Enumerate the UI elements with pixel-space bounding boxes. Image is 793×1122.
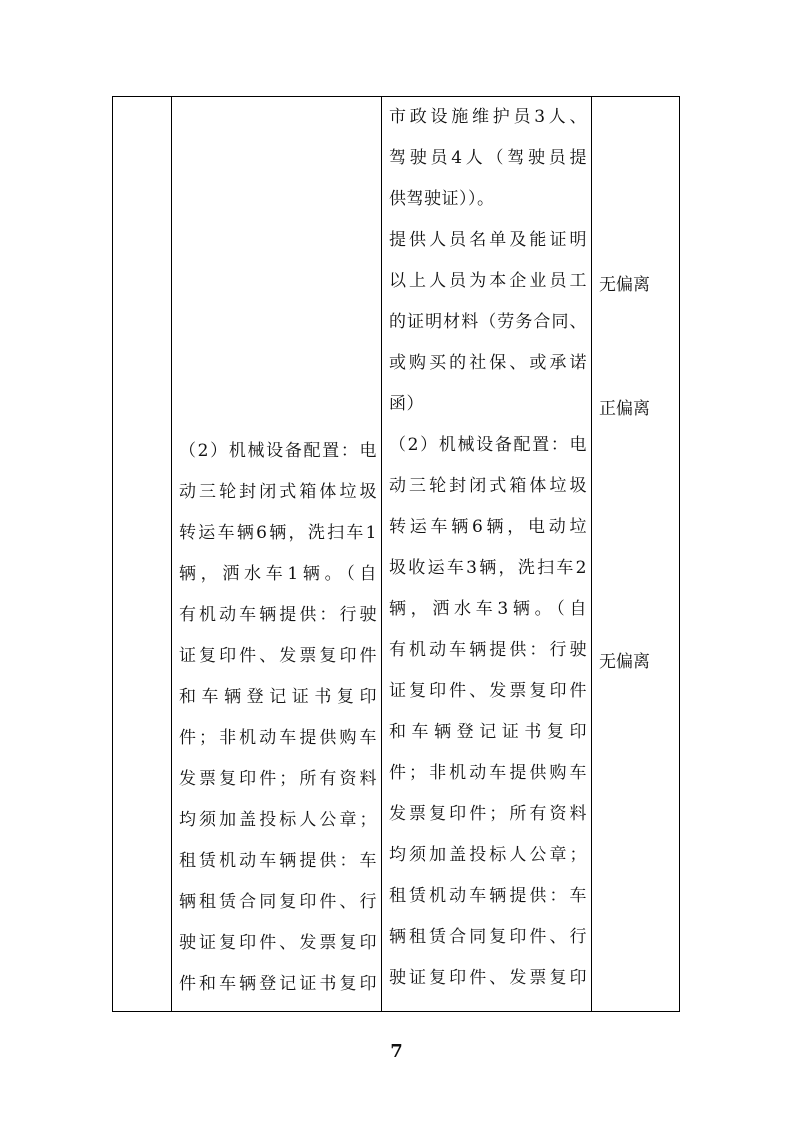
- response-line: 提供人员名单及能证明: [389, 230, 587, 250]
- page-number: 7: [390, 1041, 403, 1062]
- response-line: 市政设施维护员3人、: [389, 107, 587, 127]
- response-line: 辆，洒水车3辆。（自: [389, 599, 587, 619]
- response-line: 函）: [389, 394, 424, 414]
- response-line: 证复印件、发票复印件: [389, 681, 587, 701]
- column-divider: [171, 97, 172, 1011]
- response-line: 件；非机动车提供购车: [389, 763, 587, 783]
- requirement-column: [179, 431, 377, 1005]
- requirement-line: 租赁机动车辆提供：车: [179, 851, 377, 871]
- requirement-line: 证复印件、发票复印件: [179, 646, 377, 666]
- column-divider: [381, 97, 382, 1011]
- deviation-verdict: 无偏离: [599, 275, 650, 295]
- response-line: 圾收运车3辆，洗扫车2: [389, 558, 587, 578]
- response-column: [389, 97, 587, 999]
- requirement-line: 和车辆登记证书复印: [179, 687, 377, 707]
- requirement-line: 辆租赁合同复印件、行: [179, 892, 377, 912]
- requirement-line: （2）机械设备配置：电: [179, 441, 377, 461]
- response-line: 驾驶员4人（驾驶员提: [389, 148, 587, 168]
- requirement-line: 件和车辆登记证书复印: [179, 974, 377, 994]
- requirement-line: 辆，洒水车1辆。（自: [179, 564, 377, 584]
- requirement-line: 驶证复印件、发票复印: [179, 933, 377, 953]
- deviation-verdict: 无偏离: [599, 652, 650, 672]
- requirement-line: 动三轮封闭式箱体垃圾: [179, 482, 377, 502]
- column-divider: [591, 97, 592, 1011]
- bid-response-table: [112, 96, 680, 1012]
- response-line: 动三轮封闭式箱体垃圾: [389, 476, 587, 496]
- response-line: 的证明材料（劳务合同、: [389, 312, 587, 332]
- requirement-line: 有机动车辆提供：行驶: [179, 605, 377, 625]
- response-line: 均须加盖投标人公章；: [389, 845, 587, 865]
- response-line: 有机动车辆提供：行驶: [389, 640, 587, 660]
- response-line: 和车辆登记证书复印: [389, 722, 587, 742]
- response-line: 转运车辆6辆，电动垃: [389, 517, 587, 537]
- response-line: 供驾驶证））。: [389, 189, 495, 209]
- response-line: 或购买的社保、或承诺: [389, 353, 587, 373]
- response-line: 以上人员为本企业员工: [389, 271, 587, 291]
- response-line: 租赁机动车辆提供：车: [389, 886, 587, 906]
- requirement-line: 件；非机动车提供购车: [179, 728, 377, 748]
- response-line: 辆租赁合同复印件、行: [389, 927, 587, 947]
- requirement-line: 均须加盖投标人公章；: [179, 810, 377, 830]
- requirement-line: 转运车辆6辆，洗扫车1: [179, 523, 377, 543]
- response-line: 驶证复印件、发票复印: [389, 968, 587, 988]
- requirement-line: 发票复印件；所有资料: [179, 769, 377, 789]
- deviation-verdict: 正偏离: [599, 399, 650, 419]
- response-line: 发票复印件；所有资料: [389, 804, 587, 824]
- response-line: （2）机械设备配置：电: [389, 435, 587, 455]
